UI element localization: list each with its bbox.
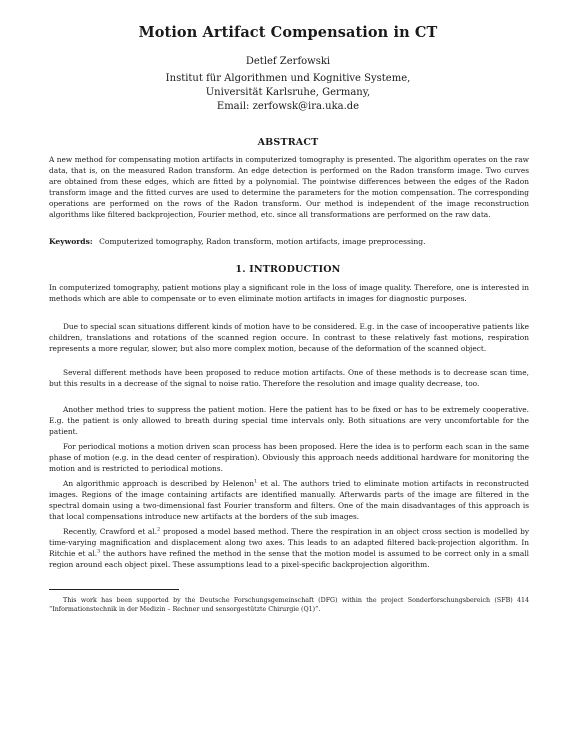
author-name: Detlef Zerfowski <box>245 56 331 67</box>
affiliation-line-1: Institut für Algorithmen und Kognitive Systeme, <box>165 73 411 84</box>
affiliation-email: Email: zerfowsk@ira.uka.de <box>216 101 360 112</box>
p6-text-a: An algorithmic approach is described by Helenon <box>63 479 254 488</box>
p7-text-c: the authors have refined the method in the sense that the motion model is assumed to be correct only in a small region around each object pixel. These assumptions lead to a pixel-specific backprojection algorithm. <box>49 549 529 569</box>
citation-3: 3 <box>97 548 101 555</box>
p7-text-b: proposed a model based method. There the respiration in an object cross section is modelled by time-varying magnification and displacement along two axes. This leads to an adapted filtered back-projection algorithm. In Ritchie et al. <box>49 527 529 558</box>
p6-text-b: et al. The authors tried to eliminate motion artifacts in reconstructed images. Regions of the image containing artifacts are identified manually. Afterwards parts of the image are filtered in the spectral domain using a two-dimensional fast Fourier transform and filters. One of the main disadvantages of this approach is that local compensations introduce new artifacts at the borders of the sub images. <box>49 479 529 521</box>
intro-paragraph-5: For periodical motions a motion driven scan process has been proposed. Here the idea is to perform each scan in the same phase of motion (e.g. in the dead center of respiration). Obviously this approach needs additional hardware for monitoring the motion and is restricted to periodical motions. <box>49 442 529 473</box>
affiliation-line-2: Universität Karlsruhe, Germany, <box>205 87 371 98</box>
abstract-heading: ABSTRACT <box>257 137 319 148</box>
footnote-rule <box>49 589 179 590</box>
p7-text-a: Recently, Crawford et al. <box>63 527 158 536</box>
intro-paragraph-7 <box>49 526 529 570</box>
abstract-text: A new method for compensating motion artifacts in computerized tomography is presented. The algorithm operates on the raw data, that is, on the measured Radon transform. An edge detection is performed on the Radon transform image. Two curves are obtained from these edges, which are fitted by a polynomial. The pointwise differences between the edges of the Radon transform image and the fitted curves are used to determine the parameters for the motion compensation. The corresponding operations are performed on the rows of the Radon transform. Our method is independent of the image reconstruction algorithms like filtered backprojection, Fourier method, etc. since all transformations are performed on the raw data. <box>49 155 529 219</box>
intro-paragraph-6 <box>49 478 529 522</box>
intro-paragraph-1: In computerized tomography, patient motions play a significant role in the loss of image quality. Therefore, one is interested in methods which are able to compensate or to even eliminate motion artifacts in images for diagnostic purposes. <box>49 283 529 303</box>
footnote-text: This work has been supported by the Deutsche Forschungsgemeinschaft (DFG) within the project Sonderforschungsbereich (SFB) 414 “Informationstechnik in der Medizin – Rechner und sensorgestützte Chirurgie (Q1)”. <box>49 597 529 613</box>
intro-paragraph-4: Another method tries to suppress the patient motion. Here the patient has to be fixed or has to be extremely cooperative. E.g. the patient is only allowed to breath during special time intervals only. Both situations are very uncomfortable for the patient. <box>49 405 529 436</box>
citation-2: 2 <box>157 526 161 533</box>
intro-paragraph-3: Several different methods have been proposed to reduce motion artifacts. One of these methods is to decrease scan time, but this results in a decrease of the signal to noise ratio. Therefore the resolution and image quality decrease, too. <box>49 368 529 388</box>
intro-paragraph-2: Due to special scan situations different kinds of motion have to be considered. E.g. in the case of incooperative patients like children, translations and rotations of the scanned region occure. In contrast to these relatively fast motions, respiration represents a more regular, slower, but also more complex motion, because of the deformation of the scanned object. <box>49 322 529 353</box>
keywords-label: Keywords: <box>49 237 93 246</box>
paper-title: Motion Artifact Compensation in CT <box>138 24 438 41</box>
keywords-line <box>49 237 529 246</box>
keywords-text: Computerized tomography, Radon transform, motion artifacts, image preprocessing. <box>99 237 426 246</box>
citation-1: 1 <box>253 478 258 485</box>
section-heading-introduction: 1. INTRODUCTION <box>235 264 341 275</box>
